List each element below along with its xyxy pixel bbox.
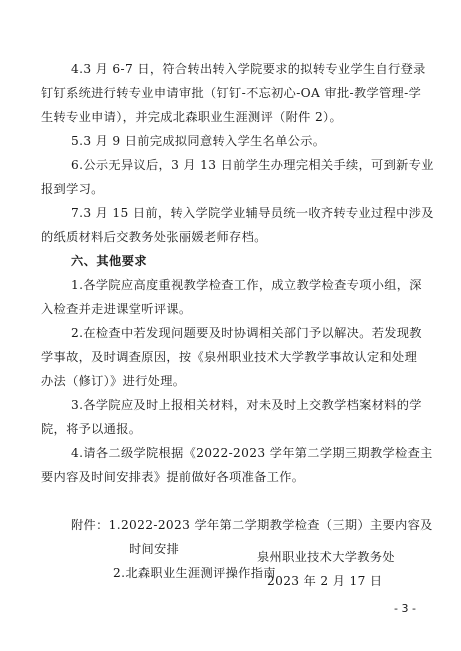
paragraph-line: 生转专业申请），并完成北森职业生涯测评（附件 2）。 (41, 110, 343, 124)
paragraph-line: 院，将予以通报。 (41, 422, 142, 436)
paragraph-line: 2.在检查中若发现问题要及时协调相关部门予以解决。若发现教 (71, 326, 422, 340)
attachments-line: 时间安排 (129, 542, 180, 556)
paragraph-line: 的纸质材料后交教务处张丽媛老师存档。 (41, 230, 267, 244)
attachments-line: 2.北森职业生涯测评操作指南 (113, 566, 276, 580)
paragraph-line: 1.各学院应高度重视教学检查工作，成立教学检查专项小组，深 (71, 278, 422, 292)
paragraph-line: 学事故，及时调查原因，按《泉州职业技术大学教学事故认定和处理 (41, 350, 418, 364)
paragraph-line: 要内容及时间安排表》提前做好各项准备工作。 (41, 470, 305, 484)
paragraph-line: 钉钉系统进行转专业申请审批（钉钉-不忘初心-OA 审批-教学管理-学 (41, 86, 422, 100)
paragraph-line: 5.3 月 9 日前完成拟同意转入学生名单公示。 (71, 134, 326, 148)
section-heading: 六、其他要求 (71, 254, 148, 268)
paragraph-line: 4.3 月 6-7 日，符合转出转入学院要求的拟转专业学生自行登录 (71, 62, 426, 76)
signature-org: 泉州职业技术大学教务处 (257, 550, 395, 564)
paragraph-line: 入检查并走进课堂听评课。 (41, 302, 192, 316)
paragraph-line: 6.公示无异议后，3 月 13 日前学生办理完相关手续，可到新专业 (71, 158, 434, 172)
signature-date: 2023 年 2 月 17 日 (267, 574, 383, 588)
page-number: - 3 - (394, 602, 416, 615)
paragraph-line: 7.3 月 15 日前，转入学院学业辅导员统一收齐转专业过程中涉及 (71, 206, 434, 220)
paragraph-line: 3.各学院应及时上报相关材料，对未及时上交教学档案材料的学 (71, 398, 422, 412)
paragraph-line: 4.请各二级学院根据《2022-2023 学年第二学期三期教学检查主 (71, 446, 433, 460)
paragraph-line: 报到学习。 (41, 182, 104, 196)
attachments-line: 附件：1.2022-2023 学年第二学期教学检查（三期）主要内容及 (71, 518, 433, 532)
paragraph-line: 办法（修订）》进行处理。 (41, 374, 186, 388)
